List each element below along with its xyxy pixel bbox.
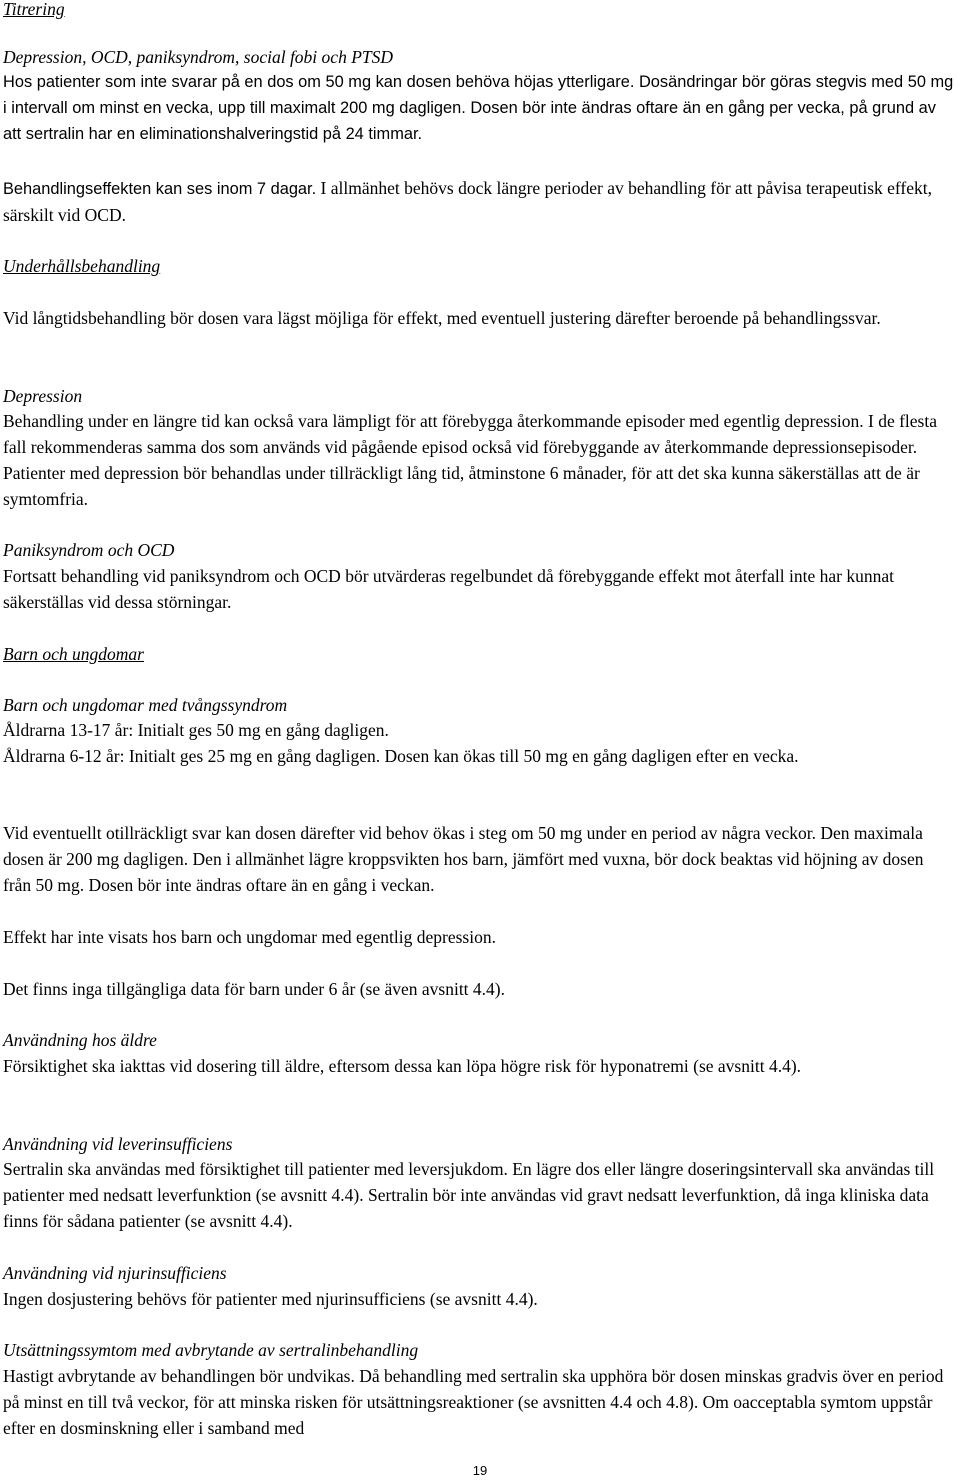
paragraph-effekt-ej-visad: Effekt har inte visats hos barn och ungdomar med egentlig depression. — [3, 927, 496, 947]
depression-rest-text: I de flesta fall rekommenderas samma dos som används vid pågående episod också vid förebyggande av återkommande depressionsepisoder. Patienter med depression bör behandlas under tillräckligt lång tid, åtminstone 6 månader, för att det ska kunna säkerställas att de är symtomfria. — [3, 411, 937, 509]
heading-leverinsufficiens: Användning vid leverinsufficiens — [3, 1134, 233, 1154]
heading-underhallsbehandling: Underhållsbehandling — [3, 256, 161, 276]
heading-indikationer: Depression, OCD, paniksyndrom, social fobi och PTSD — [3, 47, 393, 67]
heading-barn-och-ungdomar: Barn och ungdomar — [3, 644, 144, 664]
paragraph-behandlingseffekt — [3, 175, 956, 228]
heading-depression: Depression — [3, 386, 83, 406]
heading-barn-tvangssyndrom: Barn och ungdomar med tvångssyndrom — [3, 695, 288, 715]
paragraph-utsattningssymtom: Hastigt avbrytande av behandlingen bör undvikas. Då behandling med sertralin ska upphöra bör dosen minskas gradvis över en period på minst en till två veckor, för att minska risken för utsättningsreaktioner (se avsnitten 4.4 och 4.8). Om oacceptabla symtom uppstår efter en dosminskning eller i samband med — [3, 1366, 944, 1438]
paragraph-aldrarna-13-17: Åldrarna 13-17 år: Initialt ges 50 mg en gång dagligen. — [3, 720, 389, 740]
paragraph-aldrarna-6-12: Åldrarna 6-12 år: Initialt ges 25 mg en gång dagligen. Dosen kan ökas till 50 mg en gång dagligen efter en vecka. — [3, 746, 799, 766]
behandlingseffekt-serif-text: I allmänhet behövs dock längre perioder av behandling för att påvisa terapeutisk effekt, särskilt vid OCD. — [3, 178, 933, 225]
paragraph-depression — [3, 408, 956, 512]
paragraph-otillrackligt-svar: Vid eventuellt otillräckligt svar kan dosen därefter vid behov ökas i steg om 50 mg under en period av några veckor. Den maximala dosen är 200 mg dagligen. Den i allmänhet lägre kroppsvikten hos barn, jämfört med vuxna, bör dock beaktas vid höjning av dosen från 50 mg. Dosen bör inte ändras oftare än en gång i veckan. — [3, 823, 924, 895]
heading-aldre: Användning hos äldre — [3, 1030, 157, 1050]
page-number: 19 — [472, 1463, 488, 1478]
heading-njurinsufficiens: Användning vid njurinsufficiens — [3, 1263, 227, 1283]
paragraph-aldre: Försiktighet ska iakttas vid dosering till äldre, eftersom dessa kan löpa högre risk för hyponatremi (se avsnitt 4.4). — [3, 1056, 802, 1076]
depression-lead-text: Behandling under en längre tid kan också vara lämpligt för att förebygga återkommande episoder med egentlig depression. — [3, 411, 864, 431]
behandlingseffekt-sans-text: Behandlingseffekten kan ses inom 7 dagar. — [3, 180, 317, 198]
paragraph-underhallsbehandling: Vid långtidsbehandling bör dosen vara lägst möjliga för effekt, med eventuell justering därefter beroende på behandlingssvar. — [3, 308, 881, 328]
paragraph-njurinsufficiens: Ingen dosjustering behövs för patienter med njurinsufficiens (se avsnitt 4.4). — [3, 1289, 538, 1309]
paragraph-inga-data-under-6: Det finns inga tillgängliga data för barn under 6 år (se även avsnitt 4.4). — [3, 979, 505, 999]
paragraph-paniksyndrom-ocd: Fortsatt behandling vid paniksyndrom och OCD bör utvärderas regelbundet då förebyggande effekt mot återfall inte har kunnat säkerställas vid dessa störningar. — [3, 566, 894, 612]
paragraph-leverinsufficiens: Sertralin ska användas med försiktighet till patienter med leversjukdom. En lägre dos eller längre doseringsintervall ska användas till patienter med nedsatt leverfunktion (se avsnitt 4.4). Sertralin bör inte användas vid gravt nedsatt leverfunktion, då inga kliniska data finns för sådana patienter (se avsnitt 4.4). — [3, 1159, 935, 1231]
heading-titrering: Titrering — [3, 0, 65, 19]
heading-utsattningssymtom: Utsättningssymtom med avbrytande av sertralinbehandling — [3, 1340, 419, 1360]
paragraph-titrering: Hos patienter som inte svarar på en dos om 50 mg kan dosen behöva höjas ytterligare. Dosändringar bör göras stegvis med 50 mg i intervall om minst en vecka, upp till maximalt 200 mg dagligen. Dosen bör inte ändras oftare än en gång per vecka, på grund av att sertralin har en eliminationshalveringstid på 24 timmar. — [3, 73, 954, 143]
heading-paniksyndrom-ocd: Paniksyndrom och OCD — [3, 540, 175, 560]
